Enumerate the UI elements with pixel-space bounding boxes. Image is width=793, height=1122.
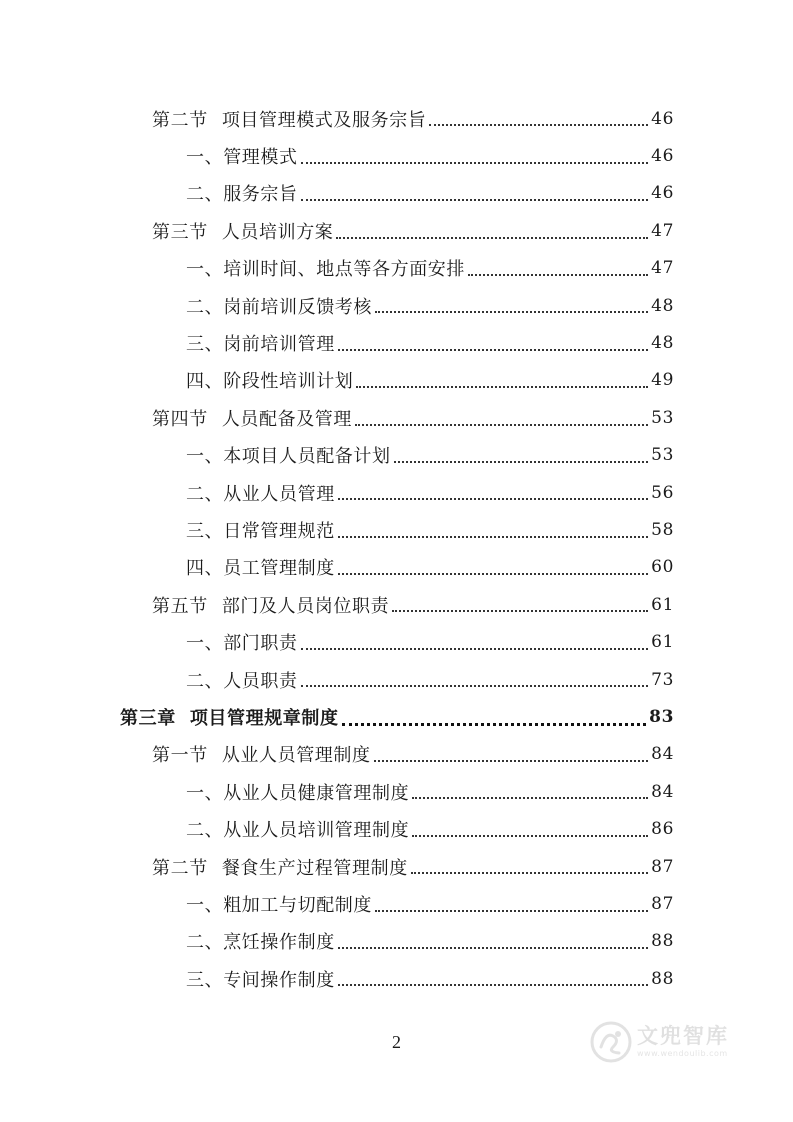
dot-leader <box>355 423 648 426</box>
toc-entry-section[interactable] <box>0 399 793 436</box>
dot-leader <box>411 871 648 874</box>
toc-entry-number: 第二节 <box>152 857 208 879</box>
toc-entry-title: 人员职责 <box>223 670 298 692</box>
toc-entry-label <box>152 854 408 880</box>
watermark-brand: 文兜智库 <box>637 1024 729 1048</box>
toc-entry-page: 87 <box>651 893 674 914</box>
toc-entry-label <box>186 480 335 506</box>
toc-entry-item[interactable] <box>0 437 793 474</box>
toc-entry-title: 从业人员培训管理制度 <box>223 820 410 842</box>
toc-entry-page: 46 <box>651 146 674 167</box>
toc-entry-section[interactable] <box>0 100 793 137</box>
toc-entry-number: 第一节 <box>152 745 208 767</box>
toc-entry-item[interactable] <box>0 623 793 660</box>
toc-entry-number: 第三章 <box>120 707 176 729</box>
dot-leader <box>338 946 648 949</box>
dot-leader <box>301 161 649 164</box>
toc-entry-label <box>186 966 335 992</box>
toc-entry-number: 二、 <box>186 670 224 692</box>
toc-entry-page: 48 <box>651 333 674 354</box>
toc-entry-title: 专间操作制度 <box>223 969 335 991</box>
toc-entry-item[interactable] <box>0 923 793 960</box>
dot-leader <box>338 348 648 351</box>
dot-leader <box>338 572 648 575</box>
dot-leader <box>394 460 649 463</box>
toc-entry-item[interactable] <box>0 362 793 399</box>
toc-entry-label <box>186 891 372 917</box>
toc-entry-title: 阶段性培训计划 <box>223 371 354 393</box>
toc-entry-page: 73 <box>651 669 674 690</box>
toc-entry-page: 84 <box>651 781 674 802</box>
dot-leader <box>375 909 648 912</box>
toc-entry-label <box>186 330 335 356</box>
toc-entry-title: 员工管理制度 <box>223 558 335 580</box>
toc-entry-page: 60 <box>651 557 674 578</box>
wendou-logo-icon <box>589 1020 633 1064</box>
toc-entry-number: 一、 <box>186 894 224 916</box>
toc-entry-title: 部门及人员岗位职责 <box>221 595 390 617</box>
toc-entry-number: 二、 <box>186 932 224 954</box>
toc-entry-item[interactable] <box>0 137 793 174</box>
toc-entry-title: 从业人员管理制度 <box>221 745 371 767</box>
toc-entry-page: 46 <box>651 183 674 204</box>
dot-leader <box>338 983 648 986</box>
toc-entry-item[interactable] <box>0 250 793 287</box>
toc-entry-title: 岗前培训管理 <box>223 334 335 356</box>
toc-entry-number: 四、 <box>186 371 224 393</box>
toc-entry-item[interactable] <box>0 287 793 324</box>
toc-entry-title: 项目管理规章制度 <box>189 707 339 729</box>
toc-entry-label <box>186 667 298 693</box>
toc-entry-page: 61 <box>651 594 674 615</box>
toc-entry-page: 53 <box>651 445 674 466</box>
toc-entry-section[interactable] <box>0 848 793 885</box>
toc-entry-chapter[interactable] <box>0 698 793 735</box>
toc-entry-label <box>186 816 409 842</box>
toc-entry-item[interactable] <box>0 661 793 698</box>
watermark-text <box>637 1026 729 1058</box>
toc-entry-item[interactable] <box>0 549 793 586</box>
toc-entry-title: 岗前培训反馈考核 <box>223 296 373 318</box>
toc-entry-item[interactable] <box>0 511 793 548</box>
toc-entry-title: 本项目人员配备计划 <box>223 446 391 468</box>
toc-entry-label <box>186 367 353 393</box>
dot-leader <box>468 273 648 276</box>
toc-entry-number: 三、 <box>186 969 224 991</box>
toc-entry-item[interactable] <box>0 474 793 511</box>
dot-leader <box>338 497 648 500</box>
toc-entry-item[interactable] <box>0 885 793 922</box>
toc-entry-label <box>152 218 333 244</box>
dot-leader <box>412 834 648 837</box>
dot-leader <box>429 123 648 126</box>
toc-entry-page: 84 <box>651 744 674 765</box>
dot-leader <box>375 310 648 313</box>
toc-entry-number: 二、 <box>186 820 224 842</box>
watermark <box>589 1020 729 1064</box>
toc-entry-title: 粗加工与切配制度 <box>223 894 373 916</box>
dot-leader <box>336 236 648 239</box>
toc-entry-number: 第三节 <box>152 221 208 243</box>
toc-entry-title: 从业人员健康管理制度 <box>223 782 410 804</box>
toc-entry-label <box>152 405 352 431</box>
toc-entry-title: 培训时间、地点等各方面安排 <box>223 259 466 281</box>
toc-entry-item[interactable] <box>0 810 793 847</box>
toc-entry-item[interactable] <box>0 324 793 361</box>
dot-leader <box>412 796 648 799</box>
toc-entry-page: 88 <box>651 968 674 989</box>
toc-entry-number: 二、 <box>186 483 224 505</box>
page-number: 2 <box>392 1032 401 1052</box>
toc-entry-title: 人员配备及管理 <box>221 408 353 430</box>
toc-entry-title: 人员培训方案 <box>221 221 334 243</box>
toc-entry-label <box>186 293 372 319</box>
dot-leader <box>301 684 649 687</box>
toc-entry-number: 一、 <box>186 259 224 281</box>
toc-entry-label <box>186 554 335 580</box>
toc-entry-label <box>186 928 335 954</box>
toc-entry-section[interactable] <box>0 586 793 623</box>
toc-entry-number: 一、 <box>186 147 224 169</box>
watermark-url: www.wendoulib.com <box>637 1049 728 1058</box>
toc-entry-page: 88 <box>651 931 674 952</box>
toc-entry-item[interactable] <box>0 175 793 212</box>
toc-entry-page: 61 <box>651 632 674 653</box>
toc-entry-page: 56 <box>651 482 674 503</box>
toc-entry-title: 服务宗旨 <box>223 184 298 206</box>
toc-entry-number: 第二节 <box>152 109 208 131</box>
toc-entry-page: 48 <box>651 295 674 316</box>
toc-entry-page: 53 <box>651 407 674 428</box>
toc-entry-number: 四、 <box>186 558 224 580</box>
dot-leader <box>342 722 647 726</box>
toc-entry-title: 餐食生产过程管理制度 <box>221 857 408 879</box>
toc-entry-label <box>152 592 389 618</box>
toc-entry-item[interactable] <box>0 773 793 810</box>
toc-entry-label <box>186 779 409 805</box>
toc-entry-page: 47 <box>651 258 674 279</box>
toc-entry-page: 83 <box>649 706 674 727</box>
toc-entry-section[interactable] <box>0 212 793 249</box>
toc-entry-number: 三、 <box>186 334 224 356</box>
toc-entry-title: 日常管理规范 <box>223 520 335 542</box>
toc-entry-number: 二、 <box>186 184 224 206</box>
dot-leader <box>356 385 648 388</box>
toc-entry-number: 二、 <box>186 296 224 318</box>
dot-leader <box>392 609 648 612</box>
toc-entry-page: 47 <box>651 220 674 241</box>
dot-leader <box>301 647 649 650</box>
toc-entry-title: 从业人员管理 <box>223 483 335 505</box>
toc-entry-number: 一、 <box>186 446 224 468</box>
toc-entry-page: 87 <box>651 856 674 877</box>
toc-entry-item[interactable] <box>0 960 793 997</box>
dot-leader <box>374 759 649 762</box>
toc-entry-label <box>120 704 339 730</box>
toc-entry-title: 部门职责 <box>223 633 298 655</box>
toc-entry-label <box>186 255 465 281</box>
toc-entry-title: 烹饪操作制度 <box>223 932 335 954</box>
toc-entry-label <box>152 741 371 767</box>
dot-leader <box>338 535 648 538</box>
toc-entry-label <box>186 442 391 468</box>
toc-entry-page: 46 <box>651 108 674 129</box>
table-of-contents <box>0 100 793 997</box>
toc-entry-page: 58 <box>651 519 674 540</box>
toc-entry-label <box>186 629 298 655</box>
toc-entry-title: 项目管理模式及服务宗旨 <box>221 109 427 131</box>
toc-entry-label <box>186 143 298 169</box>
toc-entry-label <box>152 106 426 132</box>
toc-entry-number: 三、 <box>186 520 224 542</box>
toc-entry-page: 86 <box>651 819 674 840</box>
dot-leader <box>301 198 649 201</box>
toc-entry-number: 第五节 <box>152 595 208 617</box>
toc-entry-number: 第四节 <box>152 408 208 430</box>
toc-entry-label <box>186 517 335 543</box>
toc-entry-number: 一、 <box>186 782 224 804</box>
toc-entry-title: 管理模式 <box>223 147 298 169</box>
toc-entry-section[interactable] <box>0 736 793 773</box>
toc-entry-page: 49 <box>651 370 674 391</box>
toc-entry-label <box>186 180 298 206</box>
toc-entry-number: 一、 <box>186 633 224 655</box>
